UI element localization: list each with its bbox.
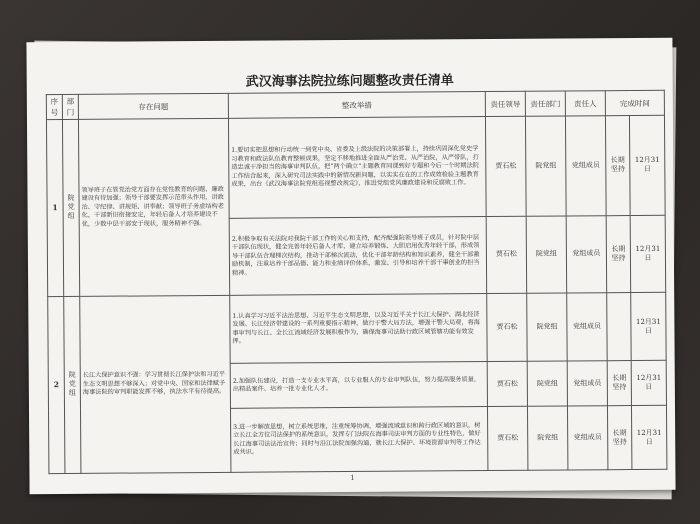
measure-person: 党组成员 (566, 216, 607, 293)
measure-deadline: 12月31日 (631, 292, 666, 360)
measure-text: 1.认真学习习近平法治思想、习近平生态文明思想，以及习近平关于长江大保护、湖北经济发展、长江经济带建设的一系列重要指示精神，做行于警大局方法，增强干警大局观，将海事审判与长江、全长江流域经济发展积极作为，确保海事司法助行政区域管辖功能有效发挥。 (230, 294, 487, 364)
measure-person: 党组成员 (567, 361, 607, 407)
measure-department: 院党组 (525, 116, 566, 216)
col-department: 责任部门 (525, 91, 565, 116)
measure-person: 党组成员 (567, 293, 607, 361)
measure-deadline: 12月31日 (629, 115, 665, 215)
measure-term: 长期坚持 (605, 116, 630, 216)
measure-department: 院党组 (527, 406, 567, 470)
row-dept: 院党组 (64, 296, 81, 473)
col-issue: 存在问题 (78, 93, 228, 119)
document-title: 武汉海事法院拉练问题整改责任清单 (245, 73, 454, 90)
row-issue: 长江大保护意识不强：学习贯彻长江保护法和习近平生态文明思想不够深入；对党中央、国家和法律赋予海事法院的审判职能发挥不够，执法水平有待提高。 (80, 295, 231, 473)
page-number: 1 (350, 473, 355, 483)
measure-person: 党组成员 (565, 116, 606, 216)
measure-text: 2.加强队伍建设，打造一支专业水平高，以专业服人的专业审判队伍，努力提高服务质量，出精品案件、培养一批专业化人才。 (230, 362, 487, 409)
col-leader: 责任领导 (485, 91, 525, 116)
measure-leader: 贾石松 (487, 361, 527, 407)
measure-person: 党组成员 (567, 406, 607, 470)
measure-term: 长期坚持 (606, 215, 631, 292)
measure-department: 院党组 (527, 293, 567, 361)
measure-deadline: 12月31日 (631, 360, 666, 406)
measure-leader: 贾石松 (486, 216, 527, 293)
col-person: 责任人 (565, 91, 605, 116)
measure-department: 院党组 (527, 361, 567, 407)
col-seq: 序号 (46, 95, 62, 120)
measure-text: 3.进一步解放思想，树立系统思维，注重统筹协调，增强流域意识和跨行政区域的意识，树立长江全方位司法保护的系统意识，发挥专门法院在海事司法审判方面的专业性特色，做好长江海事司法法治宣传；同时与沿江法院加强沟通，就长江大保护、环境资源审判等工作达成共识。 (230, 407, 487, 472)
table-row (48, 292, 666, 364)
measure-term: 长期坚持 (607, 361, 631, 407)
row-seq: 2 (48, 296, 65, 473)
col-deadline: 完成时间 (605, 90, 664, 115)
measure-department: 院党组 (526, 216, 567, 293)
col-dept: 部门 (62, 94, 78, 119)
measure-deadline: 12月31日 (631, 406, 666, 470)
table-row (46, 115, 665, 219)
measure-term: 长期坚持 (607, 406, 631, 470)
measure-deadline: 12月31日 (630, 215, 666, 292)
measure-leader: 贾石松 (485, 116, 526, 216)
measure-text: 2.积极争取有关法院对我院干部工作的关心和支持，配齐配强院领导班子成员，针对院中层干部队伍现状，健全完善年轻后备人才库，建立培养锻炼、大胆启用优秀年轻干部，形成领导干部队伍合理梯次结构，推动干部梯次流动，优化干部年龄结构和知识素养，健全干部激励机制，注重培养干部品德、能力和业绩评价体系，激发、引导和培养干部干事创业的担当精神。 (229, 216, 487, 295)
row-issue: 领导班子在管党治党方面存在党性教育的问题、廉政建设有待加强；领导干部要发挥示范带头作用，讲政治、守纪律、讲规矩、讲奉献；领导班子务虚结构老化，干部新旧衔接安定，年轻后备人才培养建设不优，少数中层干部安于现状，服务精神不强。 (78, 118, 229, 296)
measure-leader: 贾石松 (487, 293, 527, 361)
row-seq: 1 (46, 120, 63, 297)
measure-leader: 贾石松 (487, 407, 527, 471)
measure-text: 1.要切实把思想和行动统一到党中央、省委及上级法院的决策部署上，持续巩固深化党史学习教育和政法队伍教育整顿成果，坚定不移地推进全面从严治党、从严治院，从严带队，打造忠诚干净担当的海事审判队伍，把“两个确立”主题教育同课到好专题和今后一个时期法院工作结合起来，深入研究司法实践中的新情况新问题，以实实在在的工作成效检验主题教育成果，出台《武汉海事法院党组巡视整改规定》，推进党组党风廉政建设和反腐败工作。 (228, 117, 486, 219)
document-page (26, 38, 675, 494)
col-measures: 整改举措 (228, 92, 485, 119)
measure-term (607, 293, 631, 361)
row-dept: 院党组 (62, 119, 79, 296)
responsibility-table (46, 90, 668, 474)
